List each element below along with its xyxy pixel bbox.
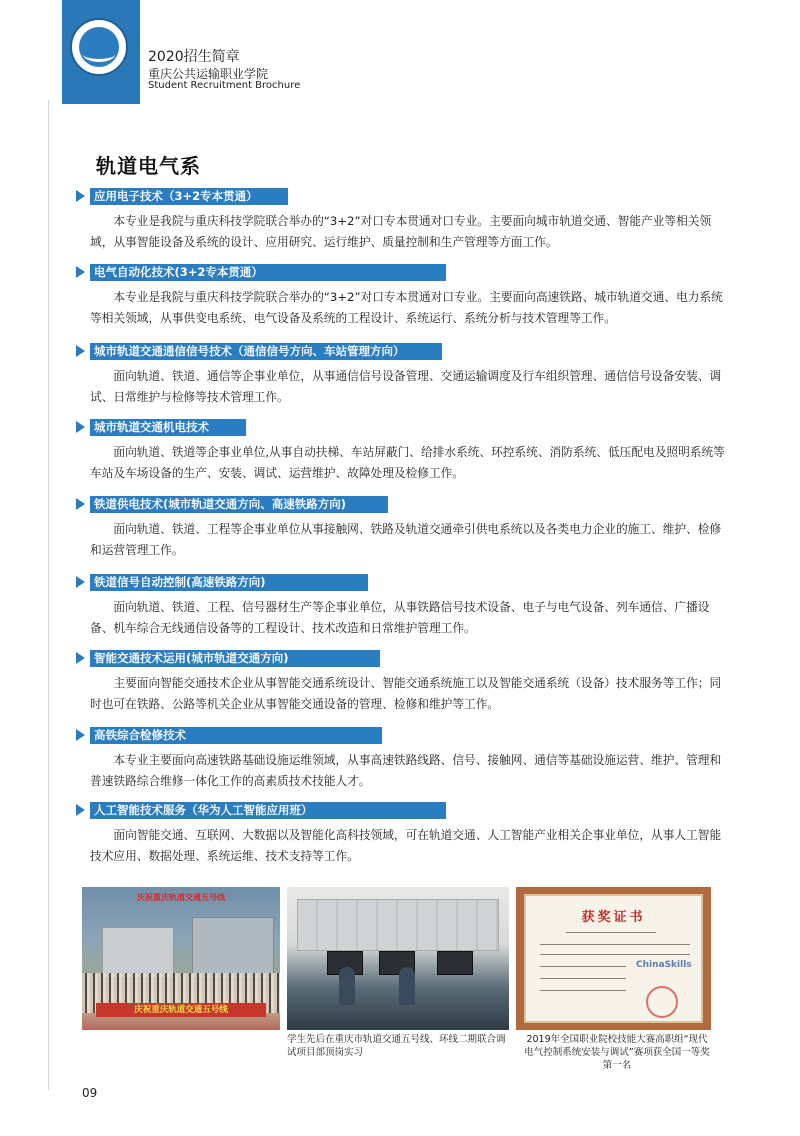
triangle-bullet-icon [76, 498, 85, 510]
section-body: 本专业是我院与重庆科技学院联合举办的“3+2”对口专本贯通对口专业。主要面向城市轨道交通、智能产业等相关领域，从事智能设备及系统的设计、应用研究、运行维护、质量控制和生产管理等方面工作。 [90, 214, 712, 249]
section-ai-services [76, 802, 728, 867]
section-header [76, 574, 728, 591]
certificate-brand: ChinaSkills [636, 960, 692, 970]
logo-emblem-icon [79, 27, 119, 67]
section-body: 面向轨道、铁道、工程、信号器材生产等企事业单位，从事铁路信号技术设备、电子与电气设备、列车通信、广播设备、机车综合无线通信设备等的工程设计、技术改造和日常维护管理工作。 [90, 600, 710, 635]
section-title: 铁道供电技术(城市轨道交通方向、高速铁路方向) [90, 496, 388, 513]
brochure-title: 2020招生简章 [148, 49, 240, 65]
photo-building [102, 927, 174, 979]
triangle-bullet-icon [76, 729, 85, 741]
triangle-bullet-icon [76, 652, 85, 664]
section-high-speed-maintenance [76, 727, 728, 792]
left-frame-line [48, 100, 49, 1090]
section-title: 铁道信号自动控制(高速铁路方向) [90, 574, 368, 591]
school-name: 重庆公共运输职业学院 [148, 67, 269, 81]
section-urban-rail-mechatronics [76, 419, 728, 484]
photo-person [399, 967, 415, 1005]
section-title: 城市轨道交通通信信号技术（通信信号方向、车站管理方向） [90, 343, 442, 360]
section-body: 面向轨道、铁道、工程等企事业单位从事接触网、铁路及轨道交通牵引供电系统以及各类电力企业的施工、维护、检修和运营管理工作。 [90, 522, 722, 557]
section-body: 面向智能交通、互联网、大数据以及智能化高科技领域，可在轨道交通、人工智能产业相关企事业单位，从事人工智能技术应用、数据处理、系统运维、技术支持等工作。 [90, 828, 722, 863]
control-room-photo [287, 887, 509, 1030]
certificate-text-line [540, 954, 690, 955]
school-logo [70, 18, 128, 76]
photo-screen-wall [297, 899, 499, 951]
section-header [76, 650, 728, 667]
section-body: 面向轨道、铁道、通信等企事业单位，从事通信信号设备管理、交通运输调度及行车组织管理、通信信号设备安装、调试、日常维护与检修等技术管理工作。 [90, 369, 722, 404]
section-header [76, 802, 728, 819]
certificate [524, 894, 703, 1023]
section-header [76, 727, 728, 744]
triangle-bullet-icon [76, 266, 85, 278]
section-urban-rail-signal [76, 343, 728, 408]
page-number: 09 [82, 1086, 98, 1100]
logo-wave-icon [83, 47, 115, 62]
certificate-seal-icon [646, 986, 678, 1018]
section-title: 应用电子技术（3+2专本贯通） [90, 188, 288, 205]
section-title: 智能交通技术运用(城市轨道交通方向) [90, 650, 380, 667]
section-applied-electronics [76, 188, 728, 253]
triangle-bullet-icon [76, 576, 85, 588]
photo-caption-award: 2019年全国职业院校技能大赛高职组“现代电气控制系统安装与调试”赛项获全国一等奖第一名 [524, 1034, 710, 1071]
section-title: 城市轨道交通机电技术 [90, 419, 246, 436]
certificate-text-line [540, 990, 626, 991]
department-title: 轨道电气系 [96, 154, 201, 178]
section-title: 高铁综合检修技术 [90, 727, 382, 744]
award-certificate-photo [516, 887, 711, 1030]
triangle-bullet-icon [76, 190, 85, 202]
section-railway-power [76, 496, 728, 561]
triangle-bullet-icon [76, 804, 85, 816]
header-divider [138, 0, 140, 104]
section-body: 本专业是我院与重庆科技学院联合举办的“3+2”对口专本贯通对口专业。主要面向高速铁路、城市轨道交通、电力系统等相关领域，从事供变电系统、电气设备及系统的工程设计、系统运行、系统分析与技术管理等工作。 [90, 290, 723, 325]
triangle-bullet-icon [76, 421, 85, 433]
section-railway-signal [76, 574, 728, 639]
section-body: 面向轨道、铁道等企事业单位,从事自动扶梯、车站屏蔽门、给排水系统、环控系统、消防系统、低压配电及照明系统等车站及车场设备的生产、安装、调试、运营维护、故障处理及检修工作。 [90, 445, 725, 480]
photo-person [339, 967, 355, 1005]
section-header [76, 496, 728, 513]
section-electrical-automation [76, 264, 728, 329]
section-title: 人工智能技术服务（华为人工智能应用班） [90, 802, 446, 819]
certificate-title: 获奖证书 [581, 910, 646, 925]
section-body: 主要面向智能交通技术企业从事智能交通系统设计、智能交通系统施工以及智能交通系统（设备）技术服务等工作；同时也可在铁路、公路等机关企业从事智能交通设备的管理、检修和维护等工作。 [90, 676, 722, 711]
photo-red-banner: 庆祝重庆轨道交通五号线 [96, 1003, 266, 1017]
photo-caption-internship: 学生先后在重庆市轨道交通五号线、环线二期联合调试项目部顶岗实习 [287, 1034, 506, 1058]
english-title: Student Recruitment Brochure [148, 80, 301, 91]
photo-monitor [437, 951, 473, 975]
triangle-bullet-icon [76, 345, 85, 357]
section-header [76, 264, 728, 281]
section-intelligent-transport [76, 650, 728, 715]
certificate-text-line [566, 932, 656, 933]
header-logo-block [62, 0, 138, 104]
section-header [76, 343, 728, 360]
section-title: 电气自动化技术(3+2专本贯通） [90, 264, 446, 281]
certificate-text-line [540, 944, 690, 945]
group-photo [82, 887, 280, 1030]
section-body: 本专业主要面向高速铁路基础设施运维领域，从事高速铁路线路、信号、接触网、通信等基础设施运营、维护、管理和普速铁路综合维修一体化工作的高素质技术技能人才。 [90, 753, 722, 788]
certificate-text-line [540, 978, 626, 979]
certificate-text-line [540, 966, 626, 967]
photo-top-banner: 庆祝重庆轨道交通五号线 [137, 893, 225, 902]
section-header [76, 419, 728, 436]
section-header [76, 188, 728, 205]
photo-building [192, 917, 274, 979]
